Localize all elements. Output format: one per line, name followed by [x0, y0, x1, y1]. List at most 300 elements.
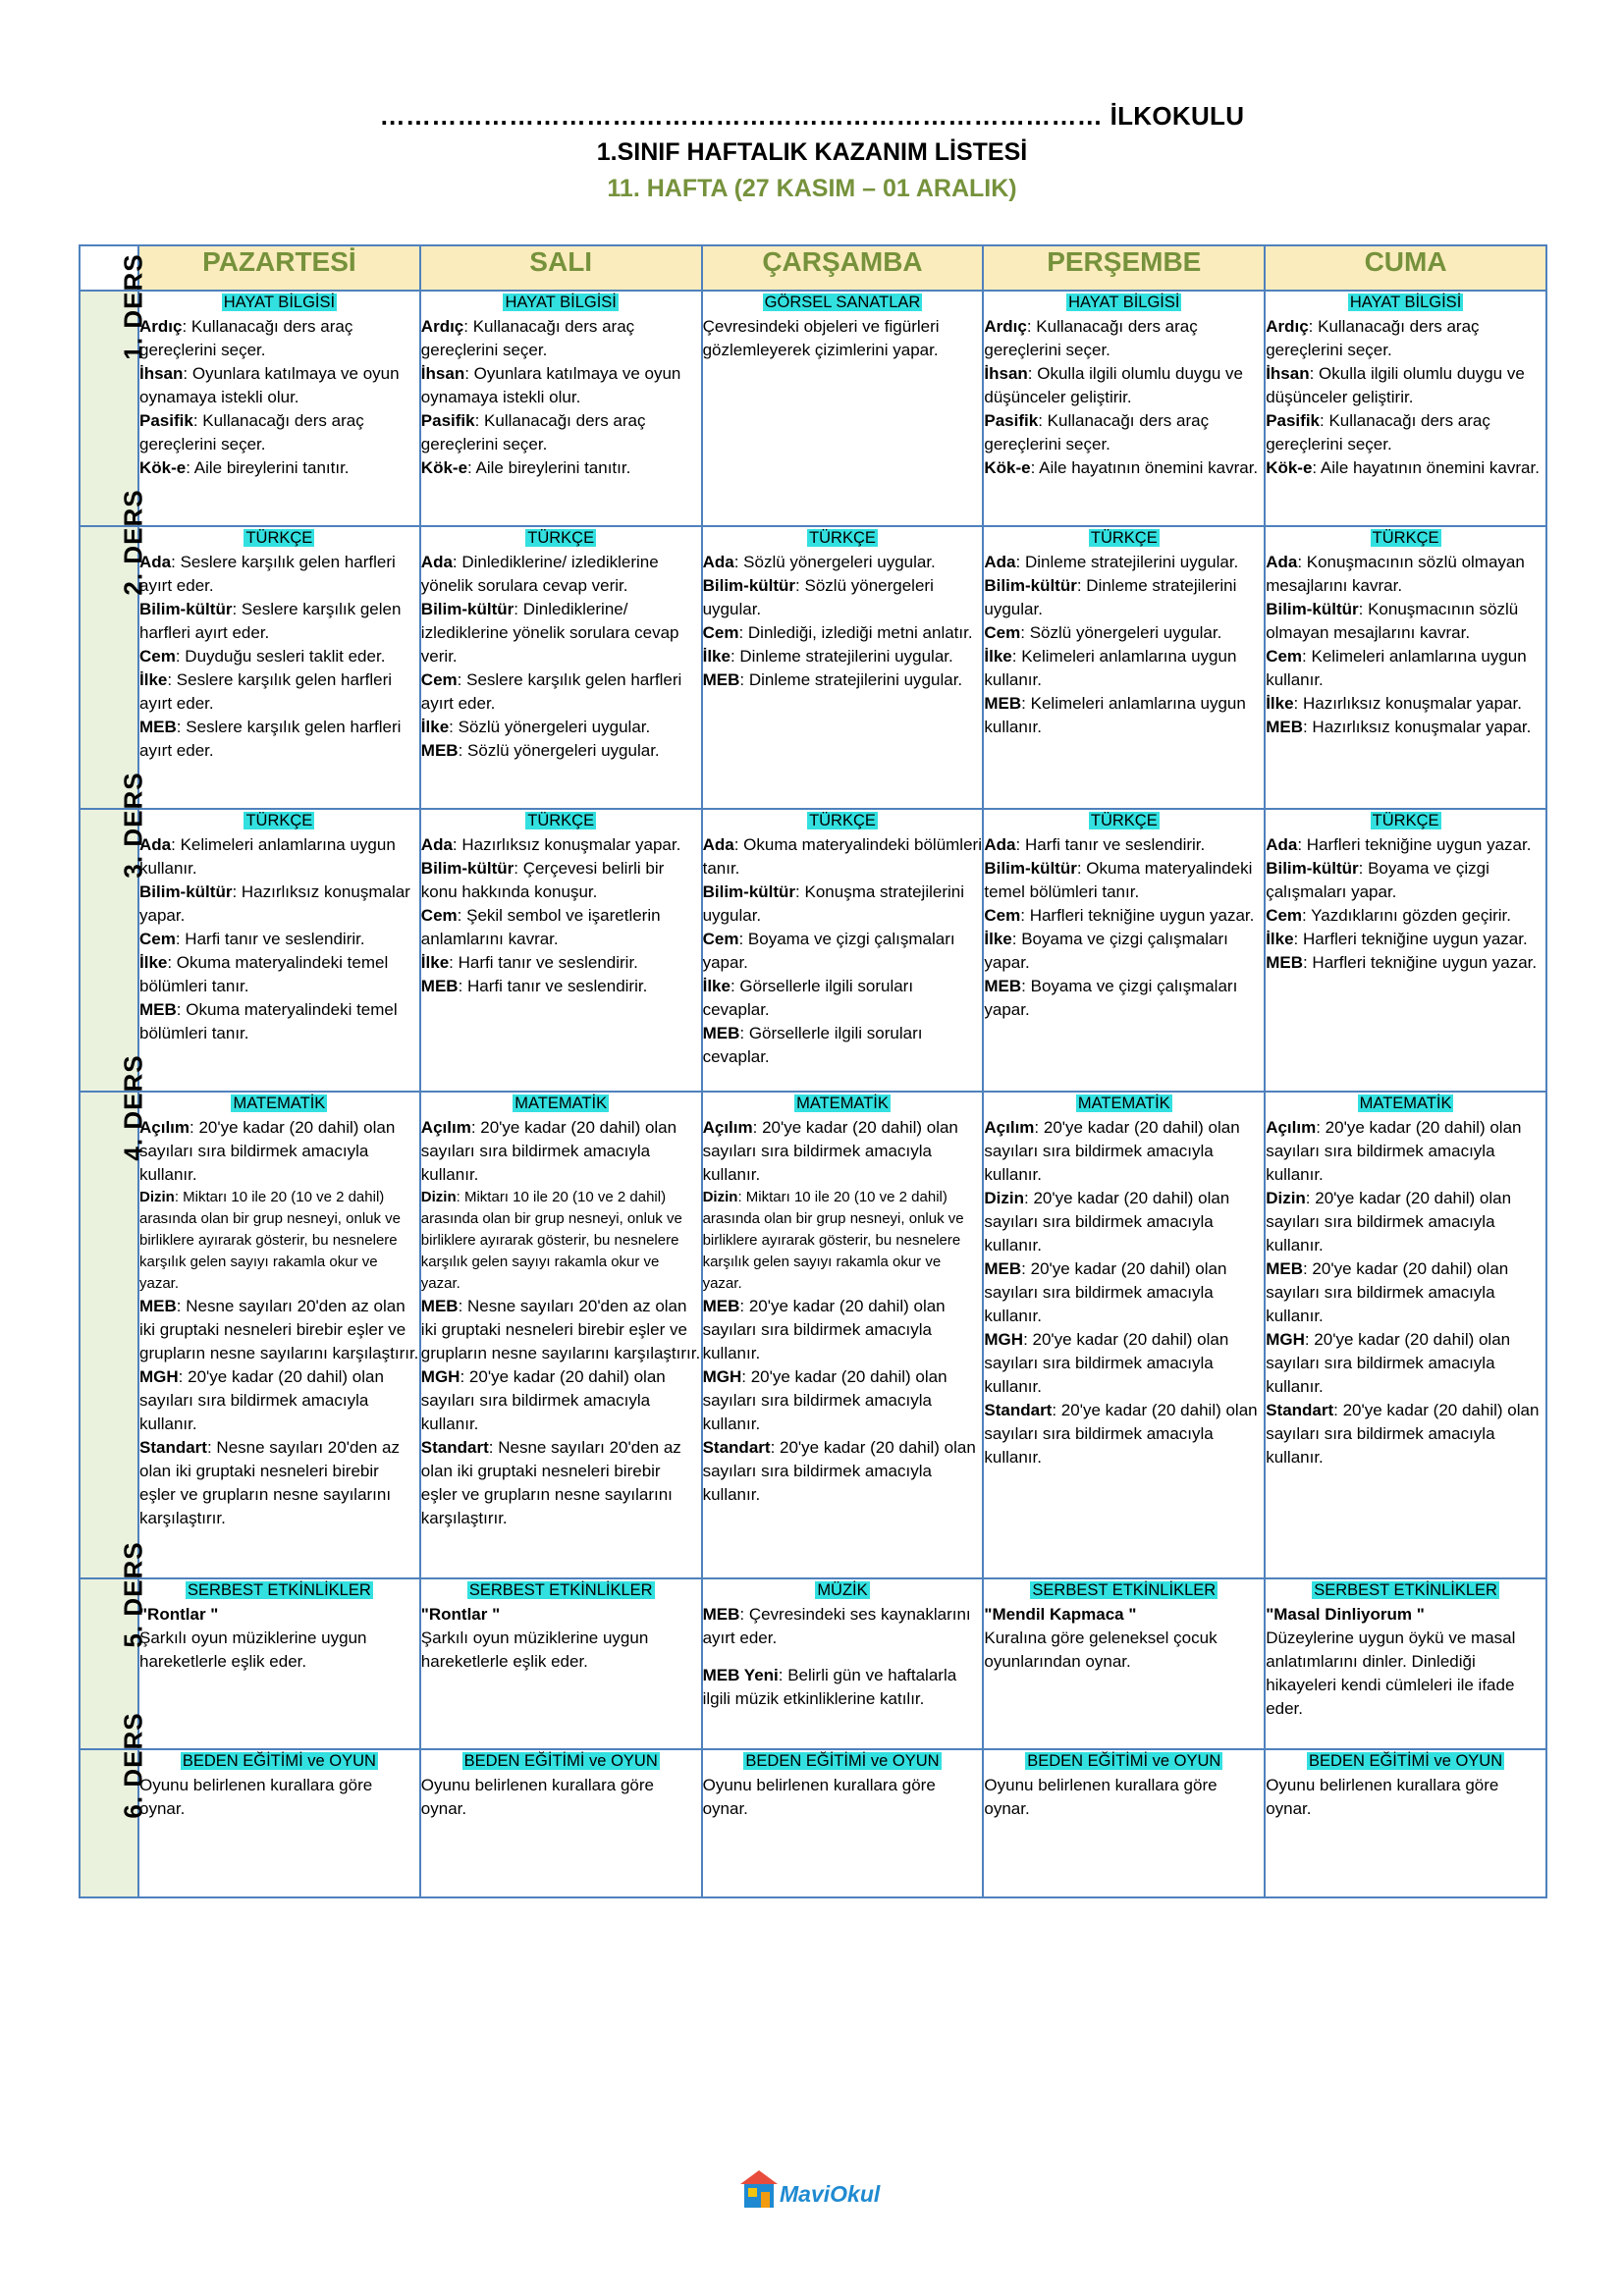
outcome-cell	[702, 1749, 984, 1897]
outcome-text: : Aile bireylerini tanıtır.	[467, 458, 631, 477]
program-name: MEB	[702, 1297, 740, 1315]
outcome-line	[984, 551, 1264, 574]
outcome-line	[1266, 1116, 1545, 1187]
subject-label: BEDEN EĞİTİMİ ve OYUN	[1309, 1752, 1503, 1770]
outcome-text: : Oyunlara katılmaya ve oyun oynamaya istekli olur.	[420, 364, 681, 406]
lesson-label: 1. DERS	[80, 291, 138, 526]
subject-label: TÜRKÇE	[245, 529, 313, 547]
outcome-line	[1266, 951, 1545, 975]
outcome-line	[139, 1603, 419, 1627]
day-header: PAZARTESİ	[138, 245, 420, 291]
outcome-text: : Nesne sayıları 20'den az olan iki gruptaki nesneleri birebir eşler ve grupların nesne sayılarını karşılaştırır.	[139, 1438, 400, 1527]
outcome-text: : Hazırlıksız konuşmalar yapar.	[1293, 694, 1522, 713]
outcome-text: : Dinleme stratejilerini uygular.	[1015, 553, 1239, 571]
outcome-line	[984, 1603, 1264, 1627]
program-name: Bilim-kültür	[1266, 600, 1359, 618]
outcome-text: Şarkılı oyun müziklerine uygun hareketlerle eşlik eder.	[420, 1629, 649, 1671]
program-name: İlke	[984, 647, 1012, 666]
outcome-text: : Seslere karşılık gelen harfleri ayırt eder.	[139, 600, 402, 642]
outcome-text: : Boyama ve çizgi çalışmaları yapar.	[984, 930, 1228, 972]
outcome-line	[1266, 833, 1545, 857]
day-header: ÇARŞAMBA	[702, 245, 984, 291]
outcome-line	[984, 645, 1264, 692]
outcome-cell	[983, 809, 1265, 1092]
outcome-text: : Nesne sayıları 20'den az olan iki gruptaki nesneleri birebir eşler ve grupların nesne sayılarını karşılaştırır.	[420, 1438, 681, 1527]
outcome-line	[139, 456, 419, 480]
outcome-line	[1266, 409, 1545, 456]
subject-label: SERBEST ETKİNLİKLER	[1314, 1581, 1497, 1599]
school-name: ………………………………………………………………………… İLKOKULU	[379, 101, 1245, 131]
outcome-text: : Aile hayatının önemini kavrar.	[1312, 458, 1540, 477]
outcome-text: : Okulla ilgili olumlu duygu ve düşünceler geliştirir.	[984, 364, 1244, 406]
outcome-cell	[138, 809, 420, 1092]
program-name: Kök-e	[139, 458, 187, 477]
program-name: Cem	[1266, 906, 1303, 925]
outcome-line	[1266, 1328, 1545, 1399]
outcome-cell	[1265, 1092, 1546, 1578]
outcome-line	[1266, 598, 1545, 645]
outcome-text: : Kelimeleri anlamlarına uygun kullanır.	[984, 694, 1246, 736]
program-name: Pasifik	[984, 411, 1039, 430]
outcome-line	[139, 951, 419, 998]
program-name: İhsan	[1266, 364, 1310, 383]
program-name: "Masal Dinliyorum "	[1266, 1605, 1425, 1624]
subject-label: TÜRKÇE	[809, 529, 876, 547]
outcome-text: : Çevresindeki ses kaynaklarını ayırt eder.	[702, 1605, 971, 1647]
outcome-line	[703, 1116, 983, 1187]
outcome-line	[421, 1774, 701, 1821]
outcome-cell	[983, 526, 1265, 809]
lesson-row	[80, 1749, 1546, 1897]
outcome-line	[703, 551, 983, 574]
outcome-line	[703, 1295, 983, 1365]
outcome-text: : 20'ye kadar (20 dahil) olan sayıları sıra bildirmek amacıyla kullanır.	[702, 1438, 976, 1504]
program-name: İlke	[702, 977, 731, 995]
program-name: Pasifik	[139, 411, 193, 430]
outcome-line	[1266, 1399, 1545, 1469]
outcome-cell	[702, 1092, 984, 1578]
program-name: Standart	[420, 1438, 489, 1457]
program-name: MGH	[984, 1330, 1024, 1349]
outcome-text: : 20'ye kadar (20 dahil) olan sayıları sıra bildirmek amacıyla kullanır.	[1266, 1189, 1512, 1255]
program-name: "Rontlar "	[420, 1605, 501, 1624]
outcome-text: : Seslere karşılık gelen harfleri ayırt eder.	[139, 553, 396, 595]
outcome-text: : Kullanacağı ders araç gereçlerini seçer.	[1266, 317, 1480, 359]
outcome-line	[984, 857, 1264, 904]
outcome-line	[1266, 1603, 1545, 1627]
outcome-text: : Harfi tanır ve seslendirir.	[175, 930, 365, 948]
program-name: İhsan	[984, 364, 1028, 383]
outcome-line	[984, 362, 1264, 409]
program-name: Bilim-kültür	[984, 859, 1077, 878]
outcome-line	[421, 739, 701, 763]
outcome-text: : Sözlü yönergeleri uygular.	[458, 741, 660, 760]
outcome-line	[703, 668, 983, 692]
program-name: Kök-e	[1266, 458, 1313, 477]
outcome-cell	[983, 1578, 1265, 1749]
outcome-line	[703, 621, 983, 645]
lesson-row	[80, 809, 1546, 1092]
program-name: Ardıç	[420, 317, 464, 336]
outcome-cell	[420, 526, 702, 809]
outcome-text: : Okuma materyalindeki temel bölümleri tanır.	[139, 1000, 398, 1042]
program-name: Bilim-kültür	[420, 859, 514, 878]
outcome-text: : Seslere karşılık gelen harfleri ayırt eder.	[420, 670, 682, 713]
program-name: MEB	[984, 1259, 1022, 1278]
outcome-line	[421, 409, 701, 456]
program-name: İhsan	[420, 364, 465, 383]
outcome-text: : Kelimeleri anlamlarına uygun kullanır.	[984, 647, 1237, 689]
outcome-text: : Görsellerle ilgili soruları cevaplar.	[702, 977, 914, 1019]
subject-label: TÜRKÇE	[1090, 812, 1158, 829]
program-name: İlke	[139, 953, 168, 972]
subject-label: BEDEN EĞİTİMİ ve OYUN	[463, 1752, 658, 1770]
outcome-line	[139, 716, 419, 763]
outcome-line	[1266, 551, 1545, 598]
subject-label: HAYAT BİLGİSİ	[505, 294, 617, 311]
program-name: MEB	[139, 1297, 177, 1315]
subject-label: HAYAT BİLGİSİ	[223, 294, 336, 311]
outcome-cell	[983, 1092, 1265, 1578]
outcome-text: : 20'ye kadar (20 dahil) olan sayıları sıra bildirmek amacıyla kullanır.	[139, 1118, 396, 1184]
outcome-text: : Okuma materyalindeki temel bölümleri tanır.	[139, 953, 389, 995]
outcome-text: : 20'ye kadar (20 dahil) olan sayıları sıra bildirmek amacıyla kullanır.	[1266, 1259, 1509, 1325]
subject-label: BEDEN EĞİTİMİ ve OYUN	[745, 1752, 940, 1770]
outcome-line	[1266, 692, 1545, 716]
outcome-line	[421, 857, 701, 904]
program-name: Ardıç	[139, 317, 183, 336]
outcome-text: : Nesne sayıları 20'den az olan iki gruptaki nesneleri birebir eşler ve grupların nesne sayılarını karşılaştırır.	[420, 1297, 701, 1362]
outcome-cell	[420, 1092, 702, 1578]
outcome-line	[703, 645, 983, 668]
program-name: Ardıç	[984, 317, 1027, 336]
outcome-text: : Kelimeleri anlamlarına uygun kullanır.	[139, 835, 396, 878]
program-name: Bilim-kültür	[984, 576, 1077, 595]
outcome-line	[984, 975, 1264, 1022]
program-name: Açılım	[420, 1118, 471, 1137]
outcome-line	[421, 1436, 701, 1530]
outcome-text: : Miktarı 10 ile 20 (10 ve 2 dahil) arasında olan bir grup nesneyi, onluk ve birliklere ayırarak gösterir, bu nesnelere karşılık gelen sayıyı rakamla okur ve yazar.	[702, 1189, 964, 1292]
program-name: Ada	[984, 835, 1016, 854]
outcome-cell	[138, 1578, 420, 1749]
outcome-text: : Hazırlıksız konuşmalar yapar.	[139, 882, 410, 925]
subject-label: BEDEN EĞİTİMİ ve OYUN	[1027, 1752, 1221, 1770]
outcome-line	[984, 928, 1264, 975]
program-name: İlke	[420, 953, 450, 972]
outcome-text: : Oyunlara katılmaya ve oyun oynamaya istekli olur.	[139, 364, 400, 406]
program-name: MEB	[1266, 1259, 1303, 1278]
program-name: MEB Yeni	[702, 1666, 779, 1684]
outcome-line	[1266, 315, 1545, 362]
lesson-row	[80, 291, 1546, 526]
outcome-line	[703, 1436, 983, 1507]
outcome-text: : Dinleme stratejilerini uygular.	[730, 647, 953, 666]
page-title: 1.SINIF HAFTALIK KAZANIM LİSTESİ	[596, 138, 1028, 166]
outcome-line	[139, 598, 419, 645]
day-header: CUMA	[1265, 245, 1546, 291]
outcome-cell	[1265, 291, 1546, 526]
outcome-line	[703, 1187, 983, 1295]
outcome-cell	[702, 1578, 984, 1749]
outcome-line	[139, 1365, 419, 1436]
outcome-line	[421, 1627, 701, 1674]
outcome-line	[1266, 857, 1545, 904]
outcome-cell	[420, 1749, 702, 1897]
subject-label: TÜRKÇE	[1372, 812, 1439, 829]
outcome-line	[703, 1365, 983, 1436]
program-name: Ada	[420, 553, 453, 571]
program-name: Cem	[420, 670, 458, 689]
outcome-line	[139, 1774, 419, 1821]
outcome-cell	[1265, 809, 1546, 1092]
program-name: İlke	[702, 647, 731, 666]
outcome-line	[139, 881, 419, 928]
outcome-line	[139, 315, 419, 362]
program-name: Kök-e	[420, 458, 468, 477]
program-name: İlke	[984, 930, 1012, 948]
outcome-line	[139, 1436, 419, 1530]
program-name: MEB	[702, 670, 740, 689]
program-name: Ada	[984, 553, 1016, 571]
outcome-line	[703, 881, 983, 928]
outcome-text: : 20'ye kadar (20 dahil) olan sayıları sıra bildirmek amacıyla kullanır.	[139, 1367, 384, 1433]
program-name: Ada	[139, 553, 172, 571]
outcome-text: : Belirli gün ve haftalarla ilgili müzik etkinliklerine katılır.	[702, 1666, 957, 1708]
outcome-line	[984, 456, 1264, 480]
outcome-text: : Kullanacağı ders araç gereçlerini seçer.	[139, 317, 353, 359]
outcome-line	[703, 1022, 983, 1069]
program-name: Ada	[702, 835, 734, 854]
program-name: Pasifik	[1266, 411, 1320, 430]
outcome-cell	[702, 291, 984, 526]
outcome-line	[421, 975, 701, 998]
outcome-text: : Konuşmacının sözlü olmayan mesajlarını kavrar.	[1266, 600, 1519, 642]
subject-label: GÖRSEL SANATLAR	[764, 294, 921, 311]
outcome-line	[421, 456, 701, 480]
subject-label: TÜRKÇE	[809, 812, 876, 829]
program-name: Açılım	[1266, 1118, 1317, 1137]
outcome-line	[421, 1187, 701, 1295]
subject-label: MATEMATİK	[1359, 1095, 1452, 1112]
subject-label: HAYAT BİLGİSİ	[1068, 294, 1180, 311]
logo-text: MaviOkul	[780, 2181, 881, 2207]
outcome-text: : Boyama ve çizgi çalışmaları yapar.	[1266, 859, 1489, 901]
outcome-cell	[138, 526, 420, 809]
outcome-text: : 20'ye kadar (20 dahil) olan sayıları sıra bildirmek amacıyla kullanır.	[984, 1189, 1230, 1255]
outcome-text: : Seslere karşılık gelen harfleri ayırt eder.	[139, 670, 393, 713]
outcome-text: : Aile bireylerini tanıtır.	[186, 458, 350, 477]
lesson-row	[80, 1578, 1546, 1749]
program-name: Bilim-kültür	[139, 882, 233, 901]
program-name: İlke	[139, 670, 168, 689]
outcome-line	[984, 1116, 1264, 1187]
outcome-text: : Hazırlıksız konuşmalar yapar.	[1302, 718, 1532, 736]
outcome-line	[703, 315, 983, 362]
outcome-text: Şarkılı oyun müziklerine uygun hareketlerle eşlik eder.	[139, 1629, 367, 1671]
outcome-line	[1266, 716, 1545, 739]
subject-label: TÜRKÇE	[1090, 529, 1158, 547]
subject-label: MATEMATİK	[796, 1095, 889, 1112]
program-name: MEB	[984, 977, 1022, 995]
outcome-text: Düzeylerine uygun öykü ve masal anlatımlarını dinler. Dinlediği hikayeleri kendi cümleleri ile ifade eder.	[1266, 1629, 1516, 1718]
outcome-text: Kuralına göre geleneksel çocuk oyunlarından oynar.	[984, 1629, 1218, 1671]
outcome-text: Oyunu belirlenen kurallara göre oynar.	[139, 1776, 373, 1818]
program-name: MEB	[420, 1297, 459, 1315]
outcome-text: : Yazdıklarını gözden geçirir.	[1302, 906, 1511, 925]
subject-label: HAYAT BİLGİSİ	[1349, 294, 1462, 311]
program-name: MGH	[420, 1367, 460, 1386]
outcome-line	[421, 1603, 701, 1627]
outcome-line	[984, 1627, 1264, 1674]
outcome-cell	[138, 291, 420, 526]
outcome-line	[984, 1328, 1264, 1399]
outcome-cell	[420, 1578, 702, 1749]
outcome-line	[984, 574, 1264, 621]
outcome-text: : 20'ye kadar (20 dahil) olan sayıları sıra bildirmek amacıyla kullanır.	[984, 1330, 1229, 1396]
subject-label: TÜRKÇE	[527, 529, 595, 547]
maviokul-logo	[738, 2168, 895, 2214]
outcome-text: : Okuma materyalindeki bölümleri tanır.	[702, 835, 982, 878]
lesson-label: 6. DERS	[80, 1749, 138, 1897]
outcome-line	[421, 951, 701, 975]
outcome-line	[984, 904, 1264, 928]
outcome-text: : Boyama ve çizgi çalışmaları yapar.	[984, 977, 1238, 1019]
outcome-line	[1266, 362, 1545, 409]
subject-label: MÜZİK	[817, 1581, 868, 1599]
program-name: Cem	[702, 623, 739, 642]
program-name: Cem	[984, 906, 1021, 925]
outcome-cell	[420, 809, 702, 1092]
outcome-text: : Şekil sembol ve işaretlerin anlamlarını kavrar.	[420, 906, 661, 948]
outcome-line	[421, 668, 701, 716]
outcome-text: Oyunu belirlenen kurallara göre oynar.	[420, 1776, 654, 1818]
outcome-text: : Nesne sayıları 20'den az olan iki gruptaki nesneleri birebir eşler ve grupların nesne sayılarını karşılaştırır.	[139, 1297, 419, 1362]
program-name: Pasifik	[420, 411, 475, 430]
outcome-line	[984, 1774, 1264, 1821]
weekly-outcomes-table	[79, 244, 1547, 1898]
program-name: Açılım	[984, 1118, 1035, 1137]
outcome-cell	[138, 1749, 420, 1897]
outcome-text: : Kullanacağı ders araç gereçlerini seçer.	[420, 411, 646, 454]
subject-label: BEDEN EĞİTİMİ ve OYUN	[182, 1752, 376, 1770]
outcome-text: : Kelimeleri anlamlarına uygun kullanır.	[1266, 647, 1527, 689]
outcome-text: : Görsellerle ilgili soruları cevaplar.	[702, 1024, 923, 1066]
outcome-cell	[138, 1092, 420, 1578]
program-name: Cem	[702, 930, 739, 948]
outcome-line	[421, 904, 701, 951]
outcome-cell	[1265, 1578, 1546, 1749]
outcome-line	[139, 668, 419, 716]
program-name: Standart	[139, 1438, 207, 1457]
outcome-text: Oyunu belirlenen kurallara göre oynar.	[1266, 1776, 1499, 1818]
program-name: İlke	[420, 718, 450, 736]
outcome-text: Çevresindeki objeleri ve figürleri gözlemleyerek çizimlerini yapar.	[702, 317, 940, 359]
outcome-text: : 20'ye kadar (20 dahil) olan sayıları sıra bildirmek amacıyla kullanır.	[1266, 1330, 1511, 1396]
program-name: MGH	[702, 1367, 742, 1386]
outcome-text: : Konuşmacının sözlü olmayan mesajlarını kavrar.	[1266, 553, 1525, 595]
program-name: Ada	[139, 835, 172, 854]
outcome-line	[703, 1774, 983, 1821]
program-name: Cem	[420, 906, 458, 925]
program-name: Cem	[984, 623, 1021, 642]
outcome-line	[139, 1187, 419, 1295]
day-header: PERŞEMBE	[983, 245, 1265, 291]
outcome-line	[421, 315, 701, 362]
outcome-cell	[983, 291, 1265, 526]
program-name: İlke	[1266, 694, 1294, 713]
program-name: Açılım	[702, 1118, 753, 1137]
outcome-text: : Hazırlıksız konuşmalar yapar.	[452, 835, 681, 854]
outcome-line	[1266, 1257, 1545, 1328]
program-name: İlke	[1266, 930, 1294, 948]
program-name: "Rontlar "	[139, 1605, 219, 1624]
outcome-line	[1266, 645, 1545, 692]
program-name: Cem	[139, 647, 176, 666]
outcome-line	[139, 409, 419, 456]
outcome-line	[984, 621, 1264, 645]
outcome-line	[1266, 1187, 1545, 1257]
outcome-cell	[983, 1749, 1265, 1897]
program-name: MEB	[702, 1605, 740, 1624]
program-name: Bilim-kültür	[702, 882, 796, 901]
outcome-cell	[1265, 526, 1546, 809]
program-name: Dizin	[702, 1189, 738, 1205]
outcome-text: : 20'ye kadar (20 dahil) olan sayıları sıra bildirmek amacıyla kullanır.	[1266, 1401, 1540, 1467]
program-name: Ada	[702, 553, 734, 571]
program-name: Ada	[420, 835, 453, 854]
outcome-text: : Sözlü yönergeleri uygular.	[1020, 623, 1222, 642]
subject-label: MATEMATİK	[1077, 1095, 1170, 1112]
outcome-text: : 20'ye kadar (20 dahil) olan sayıları sıra bildirmek amacıyla kullanır.	[984, 1259, 1227, 1325]
outcome-line	[984, 1257, 1264, 1328]
outcome-line	[984, 409, 1264, 456]
program-name: Standart	[1266, 1401, 1334, 1419]
program-name: Standart	[702, 1438, 771, 1457]
outcome-text: : Sözlü yönergeleri uygular.	[449, 718, 651, 736]
program-name: Ada	[1266, 835, 1298, 854]
program-name: Dizin	[984, 1189, 1024, 1207]
outcome-text: : Sözlü yönergeleri uygular.	[733, 553, 936, 571]
outcome-text: : 20'ye kadar (20 dahil) olan sayıları sıra bildirmek amacıyla kullanır.	[702, 1297, 946, 1362]
outcome-text: : Kullanacağı ders araç gereçlerini seçer.	[984, 411, 1210, 454]
program-name: MEB	[1266, 953, 1303, 972]
outcome-line	[703, 574, 983, 621]
outcome-text: : Duyduğu sesleri taklit eder.	[175, 647, 386, 666]
subject-label: TÜRKÇE	[245, 812, 313, 829]
outcome-text: : Harfleri tekniğine uygun yazar.	[1297, 835, 1532, 854]
subject-label: MATEMATİK	[233, 1095, 326, 1112]
program-name: Standart	[984, 1401, 1053, 1419]
lesson-label: 3. DERS	[80, 809, 138, 1092]
program-name: İhsan	[139, 364, 184, 383]
outcome-line	[703, 928, 983, 975]
day-header: SALI	[420, 245, 702, 291]
program-name: Ada	[1266, 553, 1298, 571]
outcome-text: Oyunu belirlenen kurallara göre oynar.	[984, 1776, 1218, 1818]
outcome-text: : Harfleri tekniğine uygun yazar.	[1302, 953, 1538, 972]
outcome-text: : 20'ye kadar (20 dahil) olan sayıları sıra bildirmek amacıyla kullanır.	[1266, 1118, 1522, 1184]
outcome-line	[139, 833, 419, 881]
outcome-text: : Aile hayatının önemini kavrar.	[1030, 458, 1259, 477]
outcome-text: : Dinleme stratejilerini uygular.	[739, 670, 963, 689]
outcome-line	[1266, 928, 1545, 951]
subject-label: TÜRKÇE	[1372, 529, 1439, 547]
outcome-text: : Harfleri tekniğine uygun yazar.	[1293, 930, 1528, 948]
program-name: MEB	[139, 718, 177, 736]
outcome-text: : 20'ye kadar (20 dahil) olan sayıları sıra bildirmek amacıyla kullanır.	[984, 1401, 1258, 1467]
outcome-text: : Boyama ve çizgi çalışmaları yapar.	[702, 930, 955, 972]
outcome-line	[139, 1627, 419, 1674]
